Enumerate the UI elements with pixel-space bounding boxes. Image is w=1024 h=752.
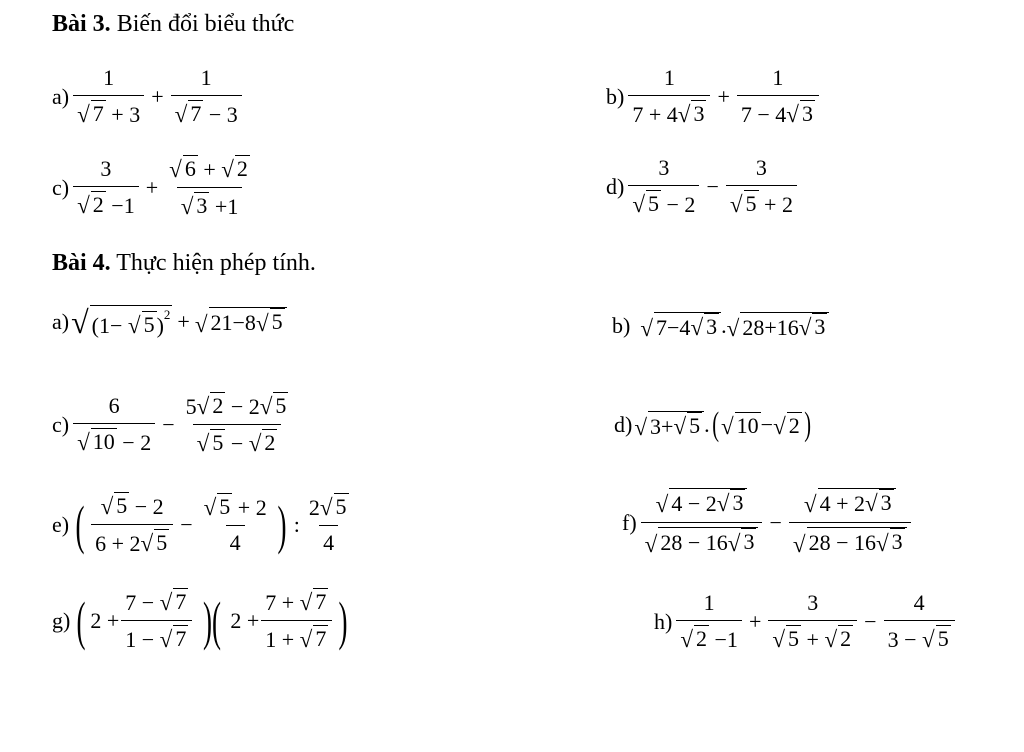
exercise-label: d) bbox=[614, 412, 633, 437]
exercise-label: b) bbox=[606, 83, 625, 109]
exercise-label: d) bbox=[606, 173, 625, 199]
exercise-4f: f) √ 4 − 2 √ 3 √ 28 − 16 √ 3 − √ 4 + 2 √ 3 √ 28 − 16 √ 3 bbox=[622, 488, 913, 558]
exercise-label: a) bbox=[52, 308, 70, 334]
exercise-3c: c) 3 √ 2 −1 + √ 6 + √ 2 √ 3 +1 bbox=[52, 156, 248, 220]
section4-title: Thực hiện phép tính. bbox=[116, 250, 316, 276]
exercise-label: f) bbox=[622, 509, 637, 535]
exercise-4a: a) √ (1− √ 5 )$^2$ + √ 21−8 √ 5 bbox=[52, 305, 287, 338]
exercise-4g: g) ( 2 + 7 − √ 7 1 − √ 7 )( 2 + 7 + √ 7 1 + √ 7 ) bbox=[52, 589, 348, 653]
exercise-label: g) bbox=[52, 607, 71, 633]
exercise-label: e) bbox=[52, 511, 70, 537]
exercise-4c: c) 6 √ 10 − 2 − 5 √ 2 − 2 √ 5 √ 5 − √ 2 bbox=[52, 393, 287, 457]
exercise-label: a) bbox=[52, 83, 70, 109]
exercise-4e: e) ( √ 5 − 2 6 + 2 √ 5 − √ 5 + 2 4 ) : 2 √ 5 4 bbox=[52, 493, 347, 557]
section4-heading bbox=[52, 249, 316, 277]
exercise-label: h) bbox=[654, 608, 673, 634]
exercise-4b: b) √ 7−4 √ 3 . √ 28+16 √ 3 bbox=[612, 312, 829, 341]
exercise-4d: d) √ 3+ √ 5 . ( √ 10 − √ 2 ) bbox=[614, 406, 811, 443]
exercise-4h: h) 1 √ 2 −1 + 3 √ 5 + √ 2 − 4 3 − √ 5 bbox=[654, 590, 957, 653]
exercise-label: c) bbox=[52, 411, 70, 437]
exercise-label: b) bbox=[612, 313, 631, 339]
exercise-3b: b) 1 7 + 4 √ 3 + 1 7 − 4 √ 3 bbox=[606, 65, 821, 128]
section3-title: Biến đổi biểu thức bbox=[116, 11, 295, 37]
exercise-label: c) bbox=[52, 174, 70, 200]
exercise-3a: a) 1 √ 7 + 3 + 1 √ 7 − 3 bbox=[52, 65, 244, 128]
section3-heading bbox=[52, 10, 294, 38]
section4-number: Bài 4. bbox=[52, 250, 111, 276]
exercise-3d: d) 3 √ 5 − 2 − 3 √ 5 + 2 bbox=[606, 155, 799, 218]
section3-number: Bài 3. bbox=[52, 11, 111, 37]
